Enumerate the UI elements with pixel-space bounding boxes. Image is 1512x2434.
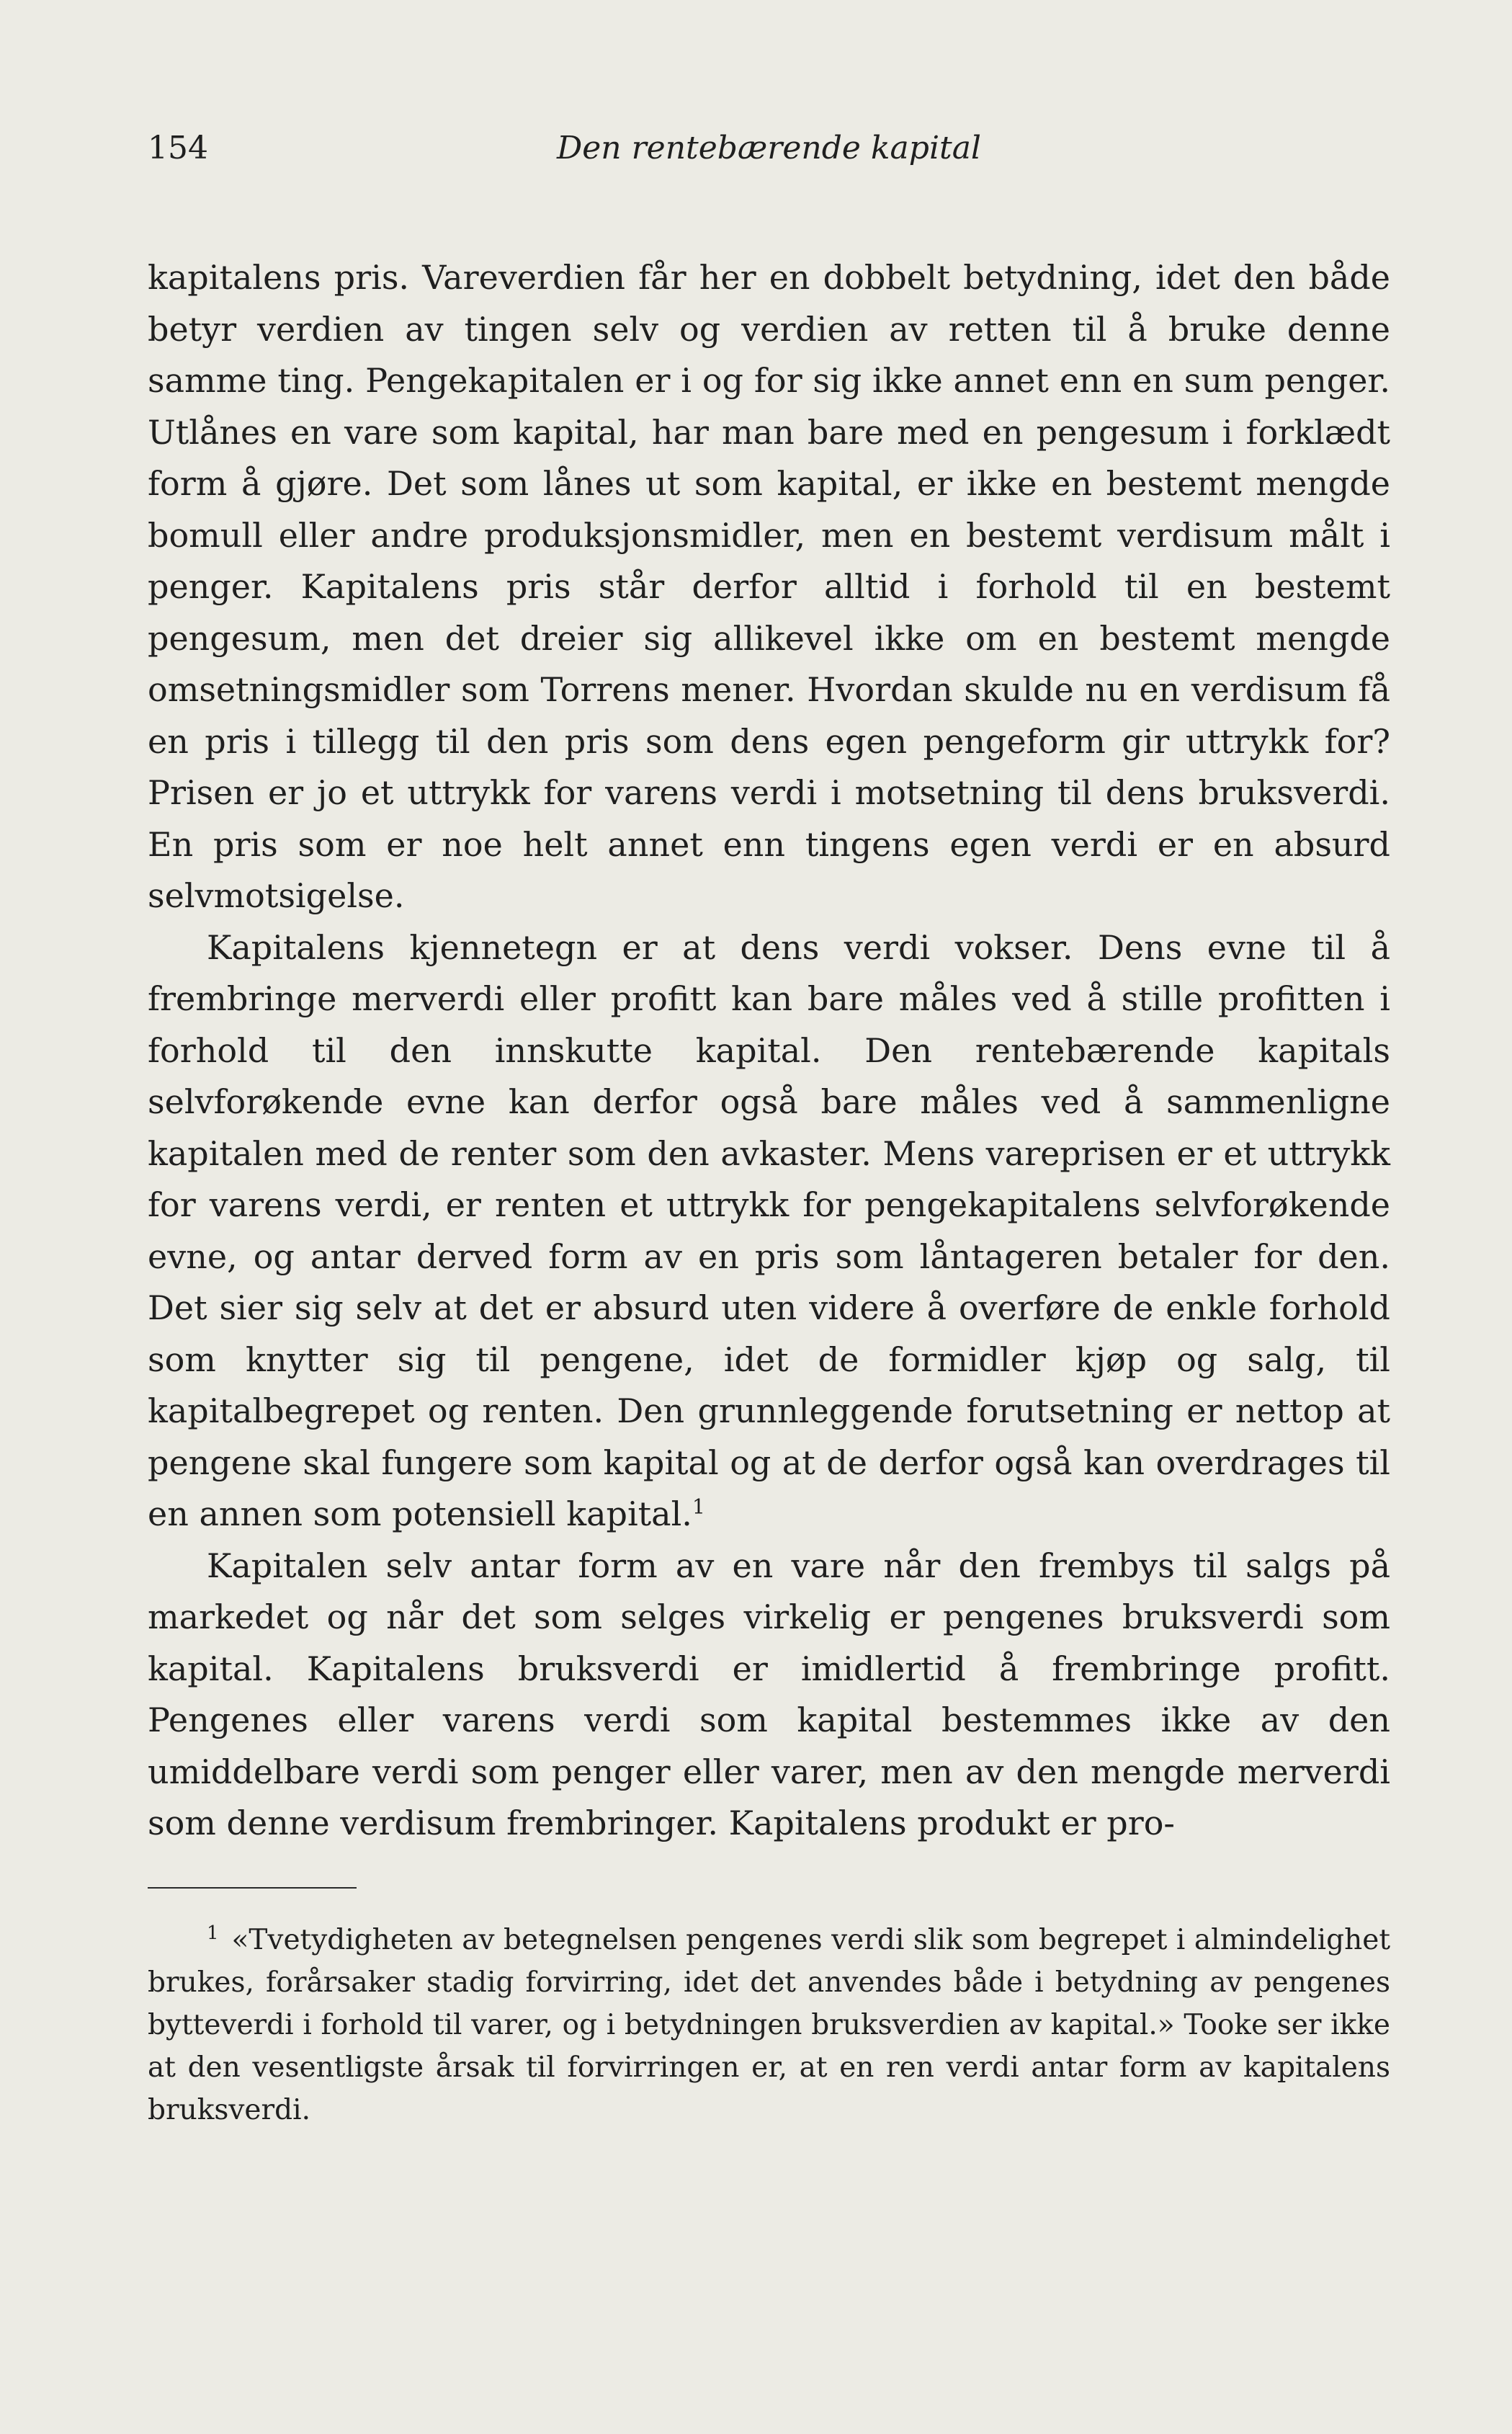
paragraph-2-text: Kapitalens kjennetegn er at dens verdi vokser. Dens evne til å frembringe merverdi eller profitt kan bare måles ved å stille profitten i forhold til den innskutte kapital. Den rentebærende kapitals selvforøkende evne kan derfor også bare måles ved å sammenligne kapitalen med de renter som den avkaster. Mens vareprisen er et uttrykk for varens verdi, er renten et uttrykk for pengekapitalens selvforøkende evne, og antar derved form av en pris som låntageren betaler for den. Det sier sig selv at det er absurd uten videre å overføre de enkle forhold som knytter sig til pengene, idet de formidler kjøp og salg, til kapitalbegrepet og renten. Den grunnleggende forutsetning er nettop at pengene skal fungere som kapital og at de derfor også kan overdrages til en annen som potensiell kapital. — [148, 927, 1390, 1533]
footnote-marker: 1 — [207, 1922, 219, 1944]
footnote-divider — [148, 1887, 357, 1889]
book-page — [148, 115, 1390, 2131]
footnote-text: «Tvetydigheten av betegnelsen pengenes verdi slik som begrepet i almindelighet brukes, forårsaker stadig forvirring, idet det anvendes både i betydning av pengenes bytteverdi i forhold til varer, og i betydningen bruksverdien av kapital.» Tooke ser ikke at den vesentligste årsak til forvirringen er, at en ren verdi antar form av kapitalens bruksverdi. — [148, 1923, 1390, 2126]
page-number: 154 — [148, 130, 208, 166]
running-title: Den rentebærende kapital — [556, 130, 981, 166]
running-head — [148, 115, 1390, 180]
paragraph-1: kapitalens pris. Vareverdien får her en dobbelt betydning, idet den både betyr verdien av tingen selv og verdien av retten til å bruke denne samme ting. Pengekapitalen er i og for sig ikke annet enn en sum penger. Utlånes en vare som kapital, har man bare med en pengesum i forklædt form å gjøre. Det som lånes ut som kapital, er ikke en bestemt mengde bomull eller andre produksjonsmidler, men en bestemt verdisum målt i penger. Kapitalens pris står derfor alltid i forhold til en bestemt pengesum, men det dreier sig allikevel ikke om en bestemt mengde omsetningsmidler som Torrens mener. Hvordan skulde nu en verdisum få en pris i tillegg til den pris som dens egen pengeform gir uttrykk for? Prisen er jo et uttrykk for varens verdi i motsetning til dens bruksverdi. En pris som er noe helt annet enn tingens egen verdi er en absurd selvmotsigelse. — [148, 258, 1390, 915]
paragraph-3: Kapitalen selv antar form av en vare når den frembys til salgs på markedet og når det som selges virkelig er pengenes bruksverdi som kapital. Kapitalens bruksverdi er imidlertid å frembringe profitt. Pengenes eller varens verdi som kapital bestemmes ikke av den umiddelbare verdi som penger eller varer, men av den mengde merverdi som denne verdisum frembringer. Kapitalens produkt er pro- — [148, 1546, 1390, 1842]
body-text — [148, 252, 1390, 1850]
footnote-reference: 1 — [692, 1494, 705, 1519]
paragraph-2 — [148, 922, 1390, 1541]
footnote — [148, 1919, 1390, 2131]
